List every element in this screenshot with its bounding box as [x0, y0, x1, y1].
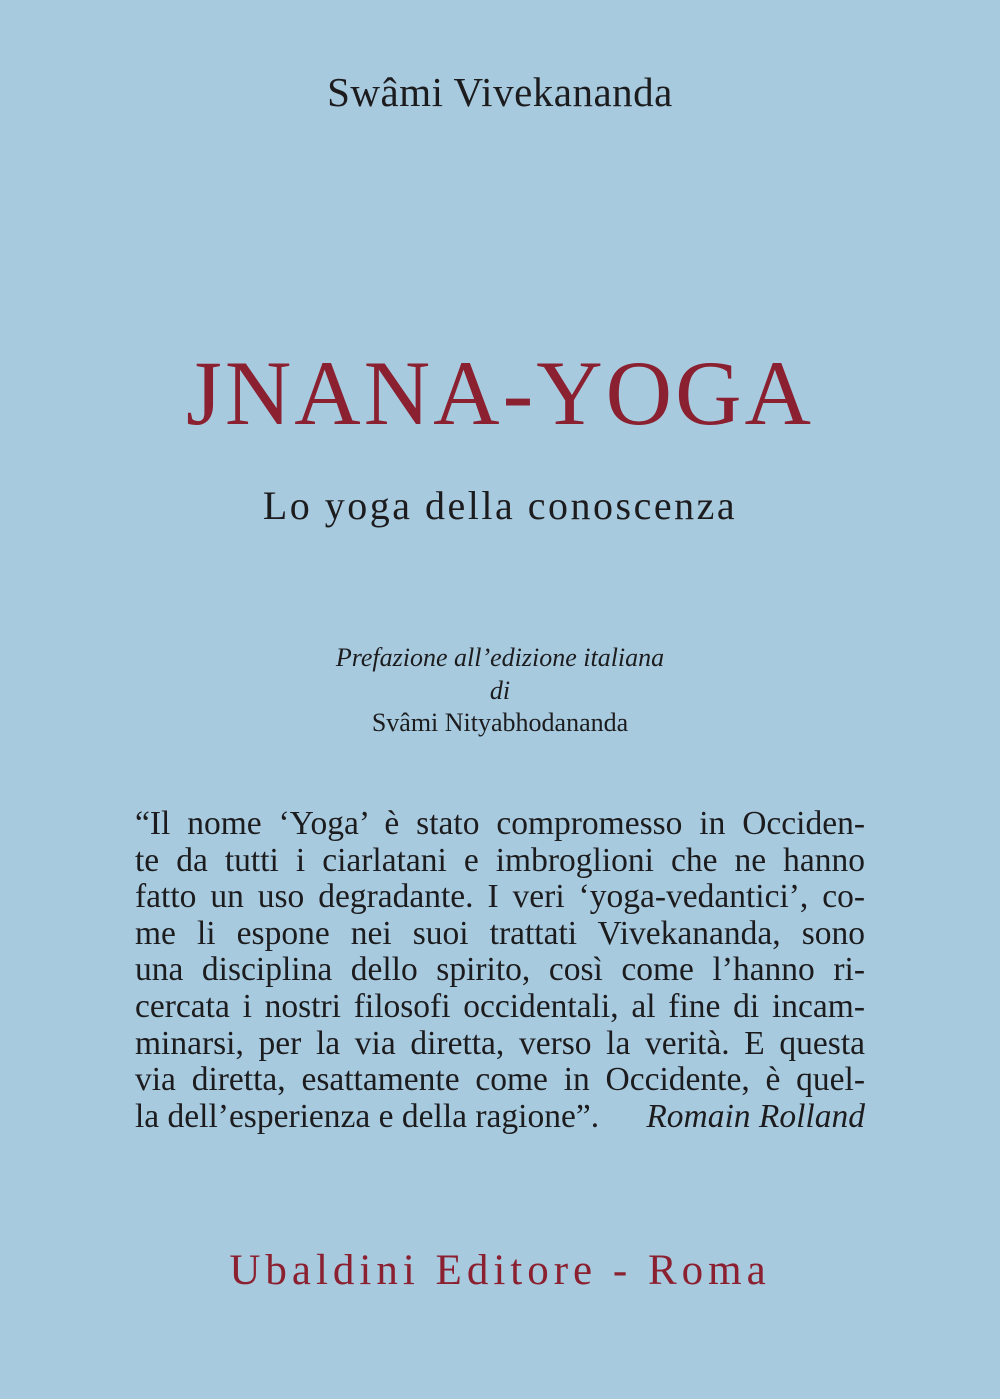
quote-line-last: [135, 1099, 865, 1136]
quote-line: “Il nome ‘Yoga’ è stato compromesso in Occiden-: [135, 805, 865, 842]
book-title: JNANA-YOGA: [186, 342, 814, 444]
quote-line: una disciplina dello spirito, così come l’hanno ri-: [135, 951, 865, 989]
quote-line: minarsi, per la via diretta, verso la verità. E questa: [135, 1024, 865, 1062]
preface-by: di: [489, 676, 511, 705]
quote-line: te da tutti i ciarlatani e imbroglioni che ne hanno: [135, 841, 865, 879]
book-subtitle: Lo yoga della conoscenza: [262, 483, 738, 528]
quote-line: me li espone nei suoi trattati Vivekananda, sono: [135, 914, 865, 952]
blurb-quote: [135, 806, 865, 1135]
quote-line: via diretta, esattamente come in Occidente, è quel-: [135, 1061, 865, 1099]
preface-label: Prefazione all’edizione italiana: [335, 643, 665, 672]
quote-attribution: Romain Rolland: [646, 1097, 865, 1135]
author-name: Swâmi Vivekananda: [327, 69, 673, 115]
quote-line: fatto un uso degradante. I veri ‘yoga-vedantici’, co-: [135, 878, 865, 916]
quote-line: cercata i nostri filosofi occidentali, al fine di incam-: [135, 987, 865, 1025]
quote-last-text: la dell’esperienza e della ragione”.: [135, 1097, 600, 1135]
preface-author: Svâmi Nityabhodananda: [371, 708, 629, 737]
publisher: Ubaldini Editore - Roma: [229, 1247, 771, 1294]
